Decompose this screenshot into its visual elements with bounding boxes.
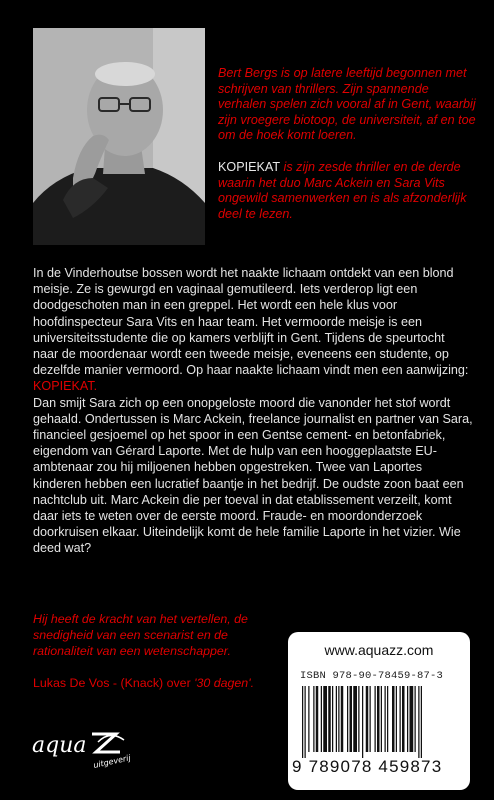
- barcode-bars: [300, 686, 458, 758]
- book-title: KOPIEKAT: [218, 159, 281, 174]
- review-source: Lukas De Vos - (Knack) over: [33, 676, 195, 690]
- author-photo: [33, 28, 205, 245]
- barcode-panel: [288, 632, 470, 790]
- svg-text:aqua: aqua: [32, 733, 87, 758]
- ean-number: 9 789078 459873: [292, 757, 443, 776]
- publisher-logo: [30, 720, 140, 780]
- blurb-text-1: In de Vinderhoutse bossen wordt het naakte lichaam ontdekt van een blond meisje. Ze is gewurgd en vaginaal gemutileerd. Iets verderop ligt een doodgeschoten man in een greppel. Het wordt een hele klus voor hoofdinspecteur Sara Vits en haar team. Het vermoorde meisje is een universiteitsstudente die op kamers verblijft in Gent. Tijdens de speurtocht naar de moordenaar wordt een tweede meisje, eveneens een studente, op dezelfde manier vermoord. Op haar naakte lichaam vindt men een aanwijzing:: [33, 266, 469, 378]
- publisher-website: www.aquazz.com: [324, 642, 434, 658]
- svg-text:uitgeverij: uitgeverij: [92, 753, 132, 770]
- review-quote-text: Hij heeft de kracht van het vertellen, de snedigheid van een scenarist en de rationaliteit van een wetenschapper.: [33, 612, 248, 658]
- review-quote: [33, 612, 283, 659]
- author-bio-paragraph: Bert Bergs is op latere leeftijd begonnen met schrijven van thrillers. Zijn spannende verhalen spelen zich vooral af in Gent, waarbij zijn vroegere biotoop, de universiteit, af en toe om de hoek komt loeren.: [218, 66, 476, 143]
- blurb-paragraph-1: [33, 265, 473, 395]
- review-attribution: [33, 676, 293, 691]
- author-bio: [218, 66, 480, 222]
- blurb-highlight: KOPIEKAT.: [33, 379, 98, 394]
- blurb-paragraph-2: Dan smijt Sara zich op een onopgeloste moord die vanonder het stof wordt gehaald. Ondertussen is Marc Ackein, freelance journalist en partner van Sara, financieel gesjoemel op het spoor in een Gentse cement- en betonfabriek, eigendom van Gérard Laporte. Met de hulp van een hooggeplaatste EU-ambtenaar zou hij miljoenen hebben opgestreken. Twee van Laportes kinderen hebben een lucratief baantje in het bedrijf. De oudste zoon baat een nachtclub uit. Marc Ackein die per toeval in dat etablissement verzeilt, komt daar iets te weten over de eerste moord. Fraude- en moordonderzoek doorkruisen elkaar. Uiteindelijk komt de hele familie Laporte in het vizier. Wie deed wat?: [33, 395, 473, 556]
- book-intro-paragraph: [218, 160, 480, 222]
- back-cover-blurb: [33, 265, 473, 557]
- review-source-title: '30 dagen'.: [194, 676, 255, 690]
- book-intro-text: is zijn zesde thriller en de derde waarin het duo Marc Ackein en Sara Vits ongewild samenwerken en is als afzonderlijk deel te lezen.: [218, 159, 467, 221]
- isbn-number: ISBN 978-90-78459-87-3: [300, 670, 444, 682]
